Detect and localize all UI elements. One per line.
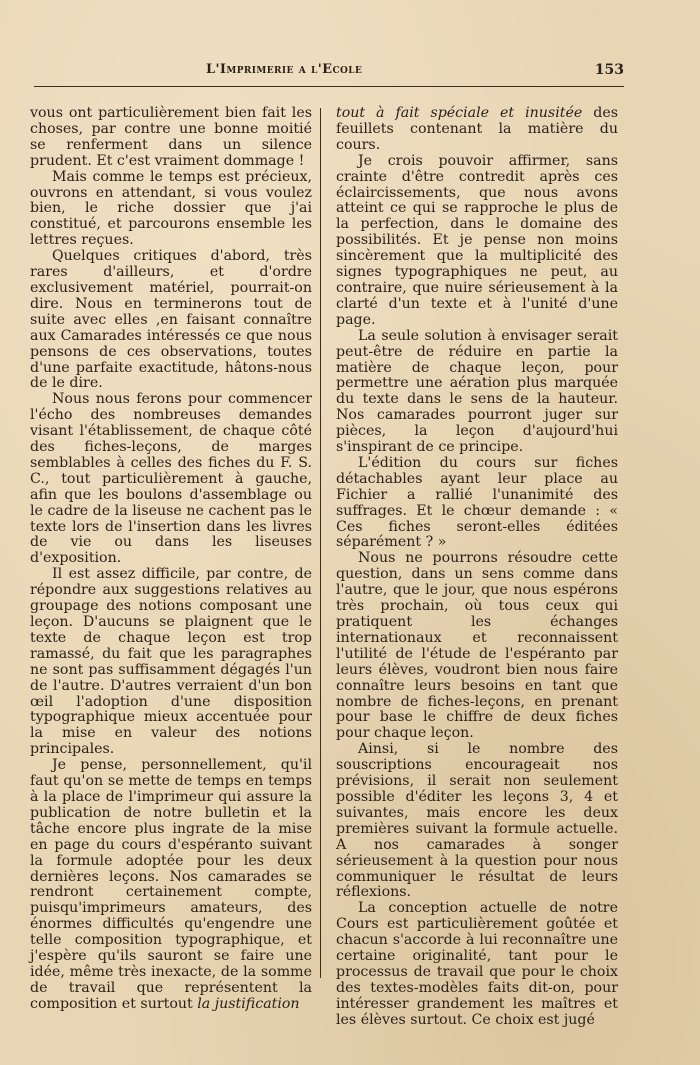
paragraph: La conception actuelle de notre Cours est particulièrement goûtée et chacun s'accorde à lui reconnaître une certaine originalité, tant pour le processus de travail que pour le choix des textes-modèles faits dit-on, pour intéresser grandement les maîtres et les élèves surtout. Ce choix est jugé: [336, 900, 618, 1028]
paragraph: Quelques critiques d'abord, très rares d'ailleurs, et d'ordre exclusivement matériel, pourrait-on dire. Nous en terminerons tout de suite avec elles ,en faisant connaître aux Camarades intéressés ce que nous pensons de ces observations, toutes d'une parfaite exactitude, hâtons-nous de le dire.: [30, 248, 312, 392]
italic-phrase: tout à fait spéciale et inusitée: [336, 105, 583, 121]
paragraph: Nous nous ferons pour commencer l'écho des nombreuses demandes visant l'établissement, de chaque côté des fiches-leçons, de marges semblables à celles des fiches du F. S. C., tout particulièrement à gauche, afin que les boulons d'assemblage ou le cadre de la liseuse ne cachent pas le texte lors de l'insertion dans les livres de vie ou dans les liseuses d'exposition.: [30, 391, 312, 567]
paragraph: L'édition du cours sur fiches détachables ayant leur place au Fichier a rallié l'unanimité des suffrages. Et le chœur demande : « Ces fiches seront-elles éditées séparément ? »: [336, 454, 618, 551]
paragraph-last: [30, 758, 312, 1013]
right-column: [336, 106, 618, 1029]
italic-phrase: la justification: [197, 995, 300, 1012]
page-header: [34, 62, 624, 84]
paragraph: Ainsi, si le nombre des souscriptions encourageait nos prévisions, il serait non seulement possible d'éditer les leçons 3, 4 et suivantes, mais encore les deux premières suivant la formule actuelle. A nos camarades à songer sérieusement à la question pour nous communiquer le résultat de leurs réflexions.: [336, 741, 618, 901]
left-column: [30, 106, 312, 1013]
header-rule: [34, 86, 624, 87]
paragraph: vous ont particulièrement bien fait les choses, par contre une bonne moitié se renferment dans un silence prudent. Et c'est vraiment dommage !: [30, 105, 312, 169]
paragraph: Il est assez difficile, par contre, de répondre aux suggestions relatives au groupage des notions composant une leçon. D'aucuns se plaignent que le texte de chaque leçon est trop ramassé, du fait que les paragraphes ne sont pas suffisamment dégagés l'un de l'autre. D'autres verraient d'un bon œil l'adoption d'une disposition typographique mieux accentuée pour la mise en valeur des notions principales.: [30, 566, 312, 758]
paragraph: Nous ne pourrons résoudre cette question, dans un sens comme dans l'autre, que le jour, que nous espérons très prochain, où tous ceux qui pratiquent les échanges internationaux et reconnaissent l'utilité de l'étude de l'espéranto par leurs élèves, voudront bien nous faire connaître leurs besoins en tant que nombre de fiches-leçons, en prenant pour base le chiffre de deux fiches pour chaque leçon.: [336, 550, 618, 742]
page-number: 153: [594, 62, 624, 78]
column-divider: [320, 108, 321, 978]
paragraph-text: Je pense, personnellement, qu'il faut qu'on se mette de temps en temps à la place de l'imprimeur qui assure la publication de notre bulletin et la tâche encore plus ingrate de la mise en page du cours d'espéranto suivant la formule adoptée pour les deux dernières leçons. Nos camarades se rendront certainement compte, puisqu'imprimeurs amateurs, des énormes difficultés qu'engendre une telle composition typographique, et j'espère qu'ils sauront se faire une idée, même très inexacte, de la somme de travail que représentent la composition et surtout: [30, 757, 312, 1012]
paragraph: Je crois pouvoir affirmer, sans crainte d'être contredit après ces éclaircissements, que nous avons atteint ce qui se rapproche le plus de la perfection, dans le domaine des possibilités. Et je pense non moins sincèrement que la multiplicité des signes typographiques ne peut, au contraire, que nuire sérieusement à la clarté d'un texte et à l'unité d'une page.: [336, 152, 618, 328]
paragraph: Mais comme le temps est précieux, ouvrons en attendant, si vous voulez bien, le riche dossier que j'ai constitué, et parcourons ensemble les lettres reçues.: [30, 168, 312, 249]
running-title: L'Imprimerie a l'Ecole: [206, 62, 363, 77]
paragraph-text: des feuillets contenant la matière du cours.: [336, 105, 618, 153]
paragraph-continued: [336, 106, 618, 154]
paragraph: La seule solution à envisager serait peut-être de réduire en partie la matière de chaque leçon, pour permettre une aération plus marquée du texte dans le sens de la hauteur. Nos camarades pourront juger sur pièces, la leçon d'aujourd'hui s'inspirant de ce principe.: [336, 327, 618, 456]
